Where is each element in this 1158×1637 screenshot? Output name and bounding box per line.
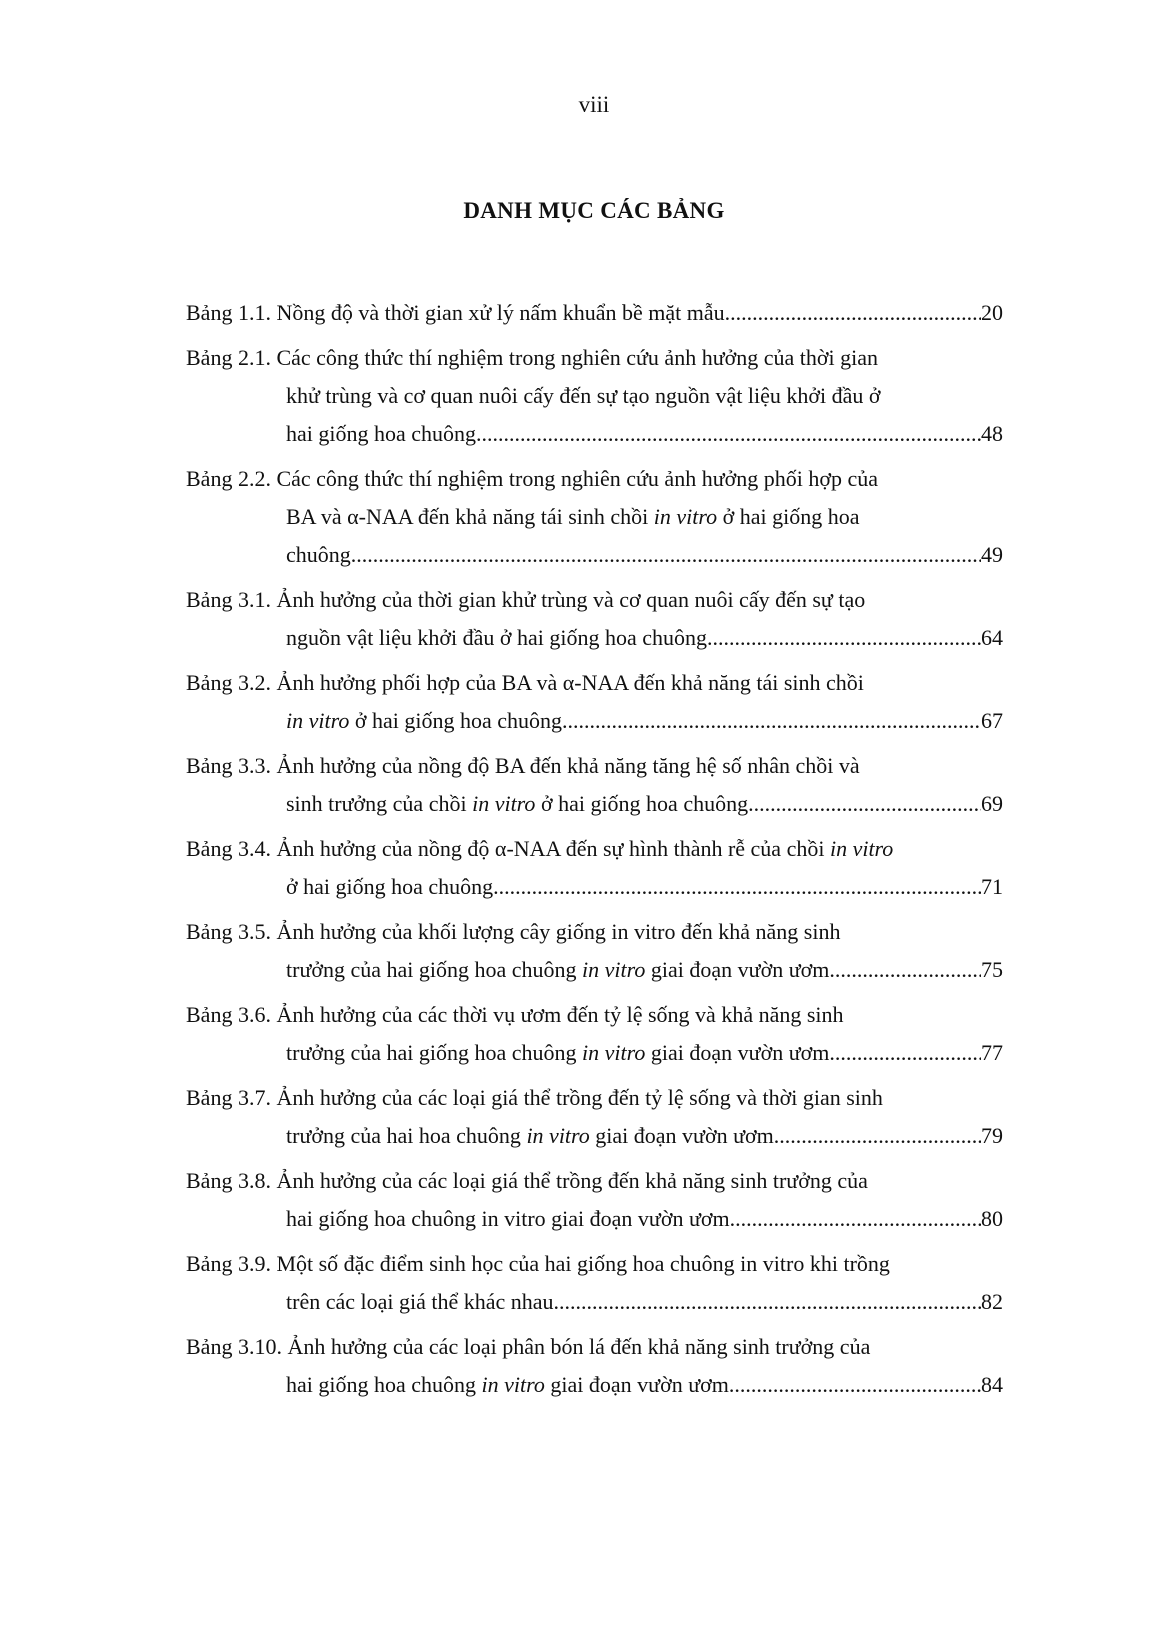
italic-term: in vitro [286,708,350,733]
entry-text-segment: giai đoạn vườn ươm. [589,1123,780,1148]
entry-page-number: 71 [981,874,1003,899]
entry-text-segment: trưởng của hai hoa chuông [286,1123,527,1148]
dot-leader [493,868,981,906]
entry-text-segment: Bảng 3.9. Một số đặc điểm sinh học của hai giống hoa chuông in vitro khi trồng [186,1251,890,1276]
entry-text [286,415,476,453]
entry-line [186,664,1003,702]
italic-term: in vitro [472,791,536,816]
entry-text-segment: Bảng 3.3. Ảnh hưởng của nồng độ BA đến khả năng tăng hệ số nhân chồi và [186,753,860,778]
entry-text [186,466,878,491]
entry-text-segment: Bảng 3.6. Ảnh hưởng của các thời vụ ươm đến tỷ lệ sống và khả năng sinh [186,1002,844,1027]
entry-text [186,1085,883,1110]
entry-page-number: 20 [981,300,1003,325]
entry-text [286,504,860,529]
entry-text-segment: Bảng 3.4. Ảnh hưởng của nồng độ α-NAA đến sự hình thành rễ của chồi [186,836,830,861]
entry-line [186,868,1003,906]
entry-text [286,619,707,657]
entry-line [186,830,1003,868]
table-entry[interactable] [186,294,1003,332]
entry-text-segment: Bảng 2.2. Các công thức thí nghiệm trong nghiên cứu ảnh hưởng phối hợp của [186,466,879,491]
entry-page-number: 69 [981,791,1003,816]
entry-text-segment: Bảng 3.2. Ảnh hưởng phối hợp của BA và α-NAA đến khả năng tái sinh chồi [186,670,864,695]
page-title: DANH MỤC CÁC BẢNG [463,198,725,223]
entry-text [186,919,840,944]
entry-line [186,747,1003,785]
entry-text [186,1334,870,1359]
entry-text-segment: Bảng 3.7. Ảnh hưởng của các loại giá thể trồng đến tỷ lệ sống và thời gian sinh [186,1085,883,1110]
italic-term: in vitro [829,836,894,861]
entry-line [186,581,1003,619]
entry-line [186,460,1003,498]
entry-line [186,1328,1003,1366]
entry-line [186,996,1003,1034]
entry-text [286,951,829,989]
entry-line [186,1283,1003,1321]
dot-leader [779,1117,981,1155]
entry-text-segment: trên các loại giá thể khác nhau [286,1289,554,1314]
entry-text-segment: sinh trưởng của chồi [286,791,473,816]
entry-text [186,753,860,778]
italic-term: in vitro [653,504,718,529]
entry-text [186,670,864,695]
entry-line [186,702,1003,740]
table-entry[interactable] [186,339,1003,453]
table-list [186,294,1003,1411]
entry-page-number: 84 [981,1372,1003,1397]
entry-line [186,1200,1003,1238]
entry-text-segment: giai đoạn vườn ươm [544,1372,729,1397]
entry-line [186,536,1003,574]
entry-text [186,1168,868,1193]
dot-leader [829,951,981,989]
entry-text [186,1251,890,1276]
entry-line [186,619,1003,657]
entry-text [286,1117,779,1155]
table-entry[interactable] [186,460,1003,574]
entry-text-segment: Bảng 3.1. Ảnh hưởng của thời gian khử trùng và cơ quan nuôi cấy đến sự tạo [186,587,866,612]
entry-page-number: 64 [981,625,1003,650]
entry-text [286,1200,735,1238]
entry-text [186,1002,844,1027]
entry-text-segment: Bảng 3.8. Ảnh hưởng của các loại giá thể trồng đến khả năng sinh trưởng của [186,1168,868,1193]
entry-text [286,383,881,408]
entry-text-segment: BA và α-NAA đến khả năng tái sinh chồi [286,504,654,529]
italic-term: in vitro [582,957,646,982]
dot-leader [725,294,981,332]
entry-text [186,587,865,612]
entry-text [286,702,562,740]
entry-text-segment: chuông [286,542,351,567]
entry-line [186,339,1003,377]
italic-term: in vitro [582,1040,646,1065]
entry-text-segment: hai giống hoa chuông [286,421,477,446]
entry-line [186,415,1003,453]
entry-page-number: 82 [981,1289,1003,1314]
entry-text-segment: Bảng 2.1. Các công thức thí nghiệm trong nghiên cứu ảnh hưởng của thời gian [186,345,879,370]
entry-text-segment: trưởng của hai giống hoa chuông [286,957,583,982]
entry-line [186,1245,1003,1283]
entry-text-segment: hai giống hoa chuông in vitro giai đoạn vườn ươm. [286,1206,736,1231]
entry-text-segment: Bảng 3.5. Ảnh hưởng của khối lượng cây giống in vitro đến khả năng sinh [186,919,841,944]
table-entry[interactable] [186,747,1003,823]
dot-leader [829,1034,981,1072]
entry-page-number: 79 [981,1123,1003,1148]
dot-leader [729,1366,981,1404]
entry-text [286,1283,554,1321]
entry-line [186,498,1003,536]
entry-line [186,1079,1003,1117]
entry-text-segment: Bảng 3.10. Ảnh hưởng của các loại phân bón lá đến khả năng sinh trưởng của [186,1334,871,1359]
entry-text-segment: ở hai giống hoa chuông [349,708,563,733]
table-entry[interactable] [186,1162,1003,1238]
entry-text-segment: giai đoạn vườn ươm [645,1040,830,1065]
dot-leader [351,536,981,574]
entry-text [186,294,725,332]
entry-page-number: 48 [981,421,1003,446]
entry-text [186,345,878,370]
entry-page-number: 67 [981,708,1003,733]
entry-line [186,913,1003,951]
entry-text-segment: khử trùng và cơ quan nuôi cấy đến sự tạo nguồn vật liệu khởi đầu ở [286,383,881,408]
entry-line [186,1366,1003,1404]
entry-page-number: 80 [981,1206,1003,1231]
table-entry[interactable] [186,913,1003,989]
entry-text [286,785,748,823]
table-entry[interactable] [186,1328,1003,1404]
page-number: viii [578,92,610,117]
entry-text [186,836,893,861]
entry-text-segment: hai giống hoa chuông [286,1372,482,1397]
table-entry[interactable] [186,664,1003,740]
entry-line [186,1162,1003,1200]
entry-text-segment: nguồn vật liệu khởi đầu ở hai giống hoa chuông [286,625,708,650]
entry-line [186,294,1003,332]
entry-text-segment: giai đoạn vườn ươm [645,957,830,982]
entry-line [186,785,1003,823]
entry-text-segment: ở hai giống hoa chuông [535,791,749,816]
entry-line [186,1034,1003,1072]
dot-leader [735,1200,981,1238]
dot-leader [562,702,981,740]
table-entry[interactable] [186,1245,1003,1321]
dot-leader [707,619,981,657]
entry-page-number: 75 [981,957,1003,982]
entry-text-segment: ở hai giống hoa chuông [286,874,494,899]
entry-text [286,536,351,574]
dot-leader [748,785,981,823]
table-entry[interactable] [186,1079,1003,1155]
entry-text-segment: ở hai giống hoa [717,504,860,529]
table-entry[interactable] [186,581,1003,657]
entry-page-number: 77 [981,1040,1003,1065]
entry-text-segment: Bảng 1.1. Nồng độ và thời gian xử lý nấm khuẩn bề mặt mẫu [186,300,725,325]
entry-text [286,868,493,906]
italic-term: in vitro [481,1372,545,1397]
entry-line [186,951,1003,989]
entry-text [286,1034,829,1072]
entry-line [186,1117,1003,1155]
entry-text-segment: trưởng của hai giống hoa chuông [286,1040,583,1065]
table-entry[interactable] [186,830,1003,906]
dot-leader [476,415,981,453]
italic-term: in vitro [526,1123,590,1148]
entry-text [286,1366,729,1404]
entry-page-number: 49 [981,542,1003,567]
dot-leader [554,1283,981,1321]
entry-line [186,377,1003,415]
table-entry[interactable] [186,996,1003,1072]
